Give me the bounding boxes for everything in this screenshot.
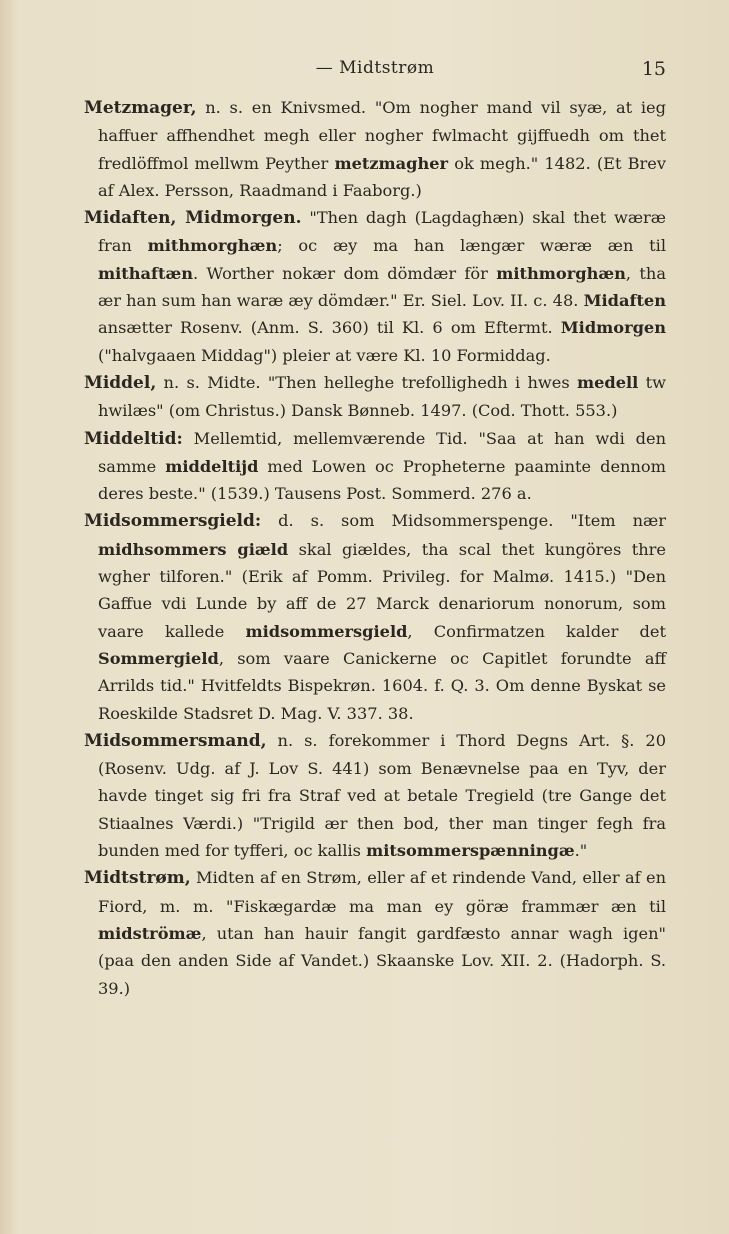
entry-headword: Middel, <box>84 372 157 393</box>
dictionary-entries <box>84 94 666 1002</box>
dictionary-entry <box>84 507 666 726</box>
entry-headword: Metzmager, <box>84 98 197 118</box>
page-number: 15 <box>641 58 666 80</box>
entry-text: n. s. Midte. "Then helleghe trefollighedh i hwes <box>156 372 577 392</box>
entry-text: . Worther nokær dom dömdær för <box>193 263 497 283</box>
entry-text: ok megh." 1482. (Et Brev af Alex. Persson, Raadmand i Faaborg.) <box>98 153 666 200</box>
entry-text: , tha ær han sum han waræ æy dömdær." Er. Siel. Lov. II. c. 48. <box>98 263 666 311</box>
emphasized-term: metzmagher <box>334 153 449 173</box>
entry-headword: Midsommersmand, <box>84 730 267 751</box>
entry-text: Midten af en Strøm, eller af et rindende Vand, eller af en Fiord, m. m. "Fiskægardæ ma man ey göræ frammær æn til <box>98 868 666 916</box>
dictionary-entry <box>84 204 666 369</box>
entry-text: tw hwilæs" (om Christus.) Dansk Bønneb. 1497. (Cod. Thott. 553.) <box>98 372 666 421</box>
dictionary-entry <box>84 864 666 1001</box>
emphasized-term: mithaftæn <box>98 263 194 283</box>
running-head: — Midtstrøm <box>315 58 435 78</box>
dictionary-entry <box>84 369 666 425</box>
emphasized-term: middeltijd <box>165 456 259 476</box>
entry-text: , Confirmatzen kalder det <box>407 621 666 641</box>
entry-text: med Lowen oc Propheterne paaminte dennom deres beste." (1539.) Tausens Post. Sommerd. 276 a. <box>98 456 666 504</box>
entry-text: d. s. som Midsommerspenge. "Item nær <box>261 511 666 531</box>
entry-text: skal giældes, tha scal thet kungöres thre wgher tilforen." (Erik af Pomm. Privileg. for Malmø. 1415.) "Den Gaffue vdi Lunde by aff de 27 Marck denariorum nonorum, som vaare kallede <box>98 539 666 641</box>
dictionary-entry <box>84 425 666 508</box>
dictionary-entry <box>84 727 666 864</box>
emphasized-term: mithmorghæn <box>147 236 278 256</box>
entry-text: , utan han hauir fangit gardfæsto annar wagh igen" (paa den anden Side af Vandet.) Skaanske Lov. XII. 2. (Hadorph. S. 39.) <box>98 923 666 998</box>
entry-text: Mellemtid, mellemværende Tid. "Saa at han wdi den samme <box>98 428 666 476</box>
emphasized-term: mitsommerspænningæ <box>366 841 575 861</box>
entry-text: ; oc æy ma han længær wæræ æn til <box>277 236 666 256</box>
page-header <box>84 58 666 88</box>
entry-text: ("halvgaaen Middag") pleier at være Kl. 10 Formiddag. <box>98 345 551 365</box>
entry-text: "Then dagh (Lagdaghæn) skal thet wæræ fran <box>98 208 666 256</box>
entry-text: , som vaare Canickerne oc Capitlet forundte aff Arrilds tid." Hvitfeldts Bispekrøn. 1604. f. Q. 3. Om denne Byskat se Roeskilde Stadsret D. Mag. V. 337. 38. <box>98 648 666 723</box>
entry-headword: Middeltid: <box>84 428 183 449</box>
emphasized-term: midsommersgield <box>245 621 408 641</box>
entry-headword: Midsommersgield: <box>84 511 262 532</box>
entry-text: n. s. forekommer i Thord Degns Art. §. 20 (Rosenv. Udg. af J. Lov S. 441) som Benævnelse paa en Tyv, der havde tinget sig fri fra Straf ved at betale Tregield (tre Gange det Stiaalnes Værdi.) "Trigild ær then bod, ther man tinger fegh fra bunden med for tyfferi, oc kallis <box>98 730 666 861</box>
entry-text: n. s. en Knivsmed. "Om nogher mand vil syæ, at ieg haffuer affhendhet megh eller nogher fwlmacht gijffuedh om thet fredlöffmol mellwm Peyther <box>98 98 666 173</box>
emphasized-term: Midaften <box>583 291 666 311</box>
entry-headword: Midaften, Midmorgen. <box>84 208 302 229</box>
dictionary-entry <box>84 94 666 204</box>
emphasized-term: medell <box>576 372 639 392</box>
emphasized-term: mithmorghæn <box>496 263 626 283</box>
emphasized-term: midhsommers giæld <box>98 539 289 559</box>
emphasized-term: Midmorgen <box>560 318 666 338</box>
entry-text: ." <box>574 841 588 861</box>
emphasized-term: midströmæ <box>98 923 202 943</box>
emphasized-term: Sommergield <box>98 648 219 668</box>
entry-text: ansætter Rosenv. (Anm. S. 360) til Kl. 6 om Eftermt. <box>98 318 561 338</box>
entry-headword: Midtstrøm, <box>84 868 191 889</box>
